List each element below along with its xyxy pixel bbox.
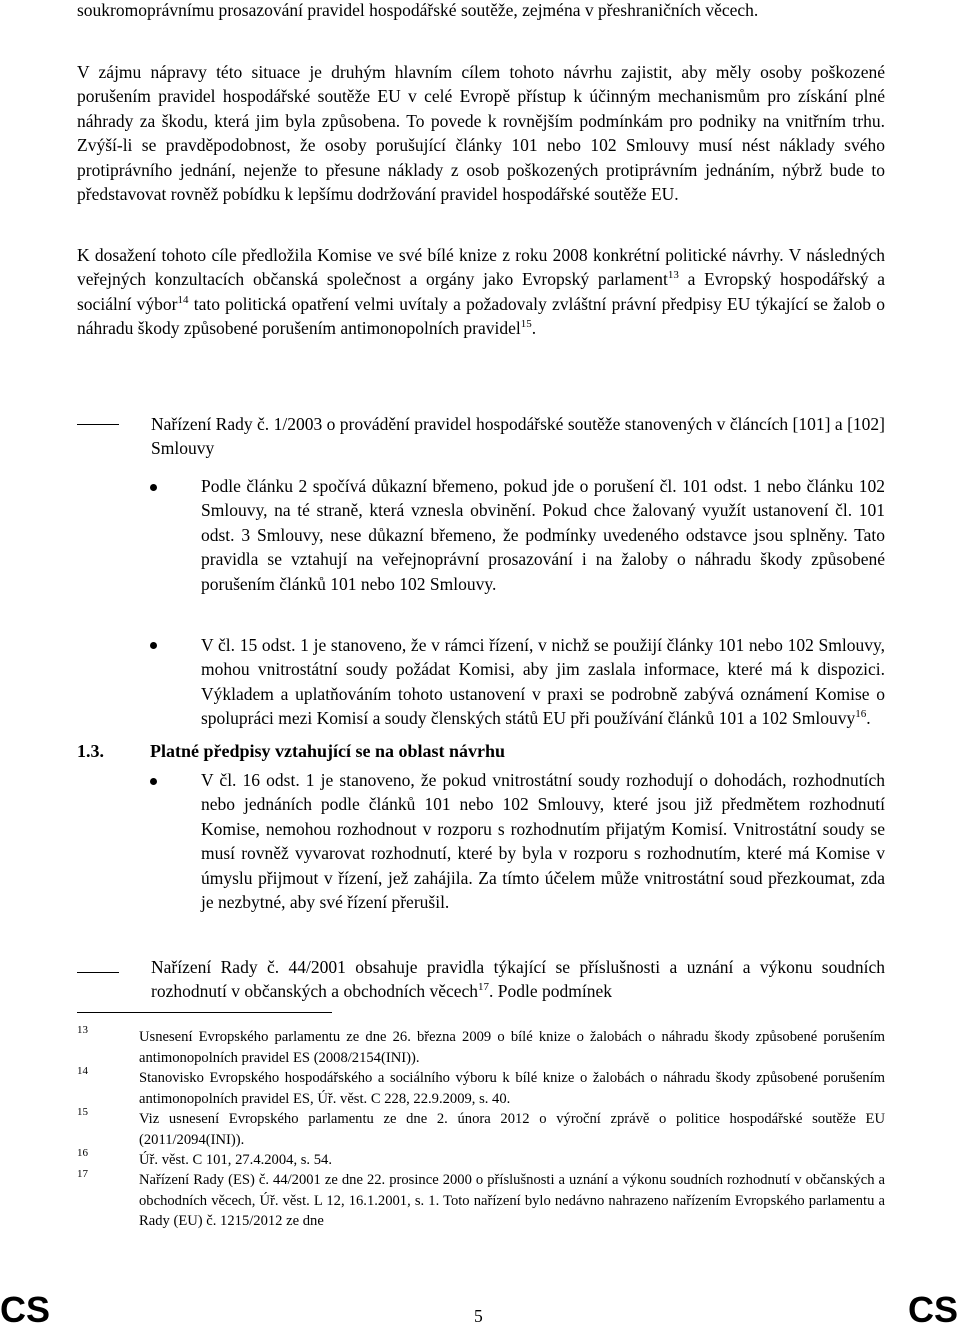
section-number: 1.3.: [77, 741, 104, 761]
bullet-item-article-2: Podle článku 2 spočívá důkazní břemeno, pokud jde o porušení čl. 101 odst. 1 nebo článku 102 Smlouvy, na té straně, která vznesla obvinění. Pokud chce žalovaný využít ustanovení čl. 101 odst. 3 Smlouvy, nese důkazní břemeno, že podmínky uvedeného odstavce jsou splněny. Tato pravidla se vztahují na veřejnoprávní prosazování i na žaloby o náhradu škody způsobené porušením článků 101 nebo 102 Smlouvy.: [201, 476, 885, 594]
bullet-item-article-16: V čl. 16 odst. 1 je stanoveno, že pokud vnitrostátní soudy rozhodují o dohodách, rozhodnutích nebo jednáních podle článků 101 nebo 102 Smlouvy, které jsou již předmětem rozhodnutí Komise, nemohou rozhodnout v rozporu s rozhodnutím přijatým Komisí. Vnitrostátní soudy se musí rovněž vyvarovat rozhodnutí, které by byla v rozporu s rozhodnutím, které má Komise v úmyslu přijmout v řízení, jež zahájila. Za tímto účelem může vnitrostátní soud přezkoumat, zda je nezbytné, aby své řízení přerušil.: [201, 770, 885, 913]
footnote-17: Nařízení Rady (ES) č. 44/2001 ze dne 22. prosince 2000 o příslušnosti a uznání a výkonu soudních rozhodnutí v občanských a obchodních věcech, Úř. věst. L 12, 16.1.2001, s. 1. Toto nařízení bylo nedávno nahrazeno nařízením Evropského parlamentu a Rady (EU) č. 1215/2012 ze dne: [139, 1172, 885, 1229]
footnote-ref-17[interactable]: 17: [478, 981, 490, 994]
footnote-ref-15[interactable]: 15: [520, 318, 532, 331]
footnote-number: 14: [77, 1065, 88, 1077]
footnote-14: Stanovisko Evropského hospodářského a sociálního výboru k bílé knize o žalobách o náhradu škody způsobené porušením antimonopolních pravidel ES, Úř. věst. C 228, 22.9.2009, s. 40.: [139, 1070, 885, 1107]
footnote-number: 16: [77, 1147, 88, 1159]
footer-language-left: CS: [0, 1289, 51, 1330]
page-number: 5: [474, 1306, 483, 1326]
footnote-number: 13: [77, 1024, 88, 1036]
section-title: Platné předpisy vztahující se na oblast návrhu: [150, 741, 506, 761]
footnote-number: 15: [77, 1106, 88, 1118]
dash-marker: [77, 972, 119, 973]
paragraph-continuation: soukromoprávnímu prosazování pravidel hospodářské soutěže, zejména v přeshraničních věcech.: [77, 0, 759, 20]
bullet-marker: [150, 642, 157, 649]
section-heading: [77, 741, 505, 762]
paragraph-objective: V zájmu nápravy této situace je druhým hlavním cílem tohoto návrhu zajistit, aby měly osoby poškozené porušením pravidel hospodářské soutěže EU v celé Evropě přístup k účinným mechanismům pro získání plné náhrady za škodu, která jim byla způsobena. To povede k rovnějším podmínkám pro podniky na vnitřním trhu. Zvýší-li se pravděpodobnost, že osoby porušující články 101 nebo 102 Smlouvy musí nést náklady svého protiprávního jednání, nejenže to přesune náklady z osob poškozených protiprávním jednáním, nýbrž bude to představovat rovněž pobídku k lepšímu dodržování pravidel hospodářské soutěže EU.: [77, 62, 885, 205]
bullet-marker: [150, 778, 157, 785]
paragraph-white-paper: K dosažení tohoto cíle předložila Komise ve své bílé knize z roku 2008 konkrétní politické návrhy. V následných veřejných konzultacích občanská společnost a orgány jako Evropský parlament$^{13}$ a Evropský hospodářský a sociální výbor$^{14}$ tato politická opatření velmi uvítaly a požadovaly zvláštní právní předpisy EU týkající se žalob o náhradu škody způsobené porušením antimonopolních pravidel$^{15}$.: [77, 245, 886, 339]
footnote-number: 17: [77, 1168, 88, 1180]
dash-item-regulation-1-2003: Nařízení Rady č. 1/2003 o provádění pravidel hospodářské soutěže stanovených v článcích [101] a [102] Smlouvy: [151, 414, 885, 459]
footnote-ref-16[interactable]: 16: [855, 708, 867, 721]
footnote-ref-13[interactable]: 13: [667, 269, 679, 282]
footnote-ref-14[interactable]: 14: [177, 293, 189, 306]
footer-language-right: CS: [907, 1289, 958, 1330]
footnote-separator: [77, 1012, 332, 1013]
footnote-16: Úř. věst. C 101, 27.4.2004, s. 54.: [139, 1152, 332, 1168]
dash-marker: [77, 424, 119, 425]
footnote-15: Viz usnesení Evropského parlamentu ze dne 2. února 2012 o výroční zprávě o politice hospodářské soutěže EU (2011/2094(INI)).: [139, 1111, 885, 1148]
footnote-13: Usnesení Evropského parlamentu ze dne 26. března 2009 o bílé knize o žalobách o náhradu škody způsobené porušením antimonopolních pravidel ES (2008/2154(INI)).: [139, 1029, 885, 1066]
dash-item-regulation-44-2001: Nařízení Rady č. 44/2001 obsahuje pravidla týkající se příslušnosti a uznání a výkonu soudních rozhodnutí v občanských a obchodních věcech$^{17}$. Podle podmínek: [151, 957, 885, 1002]
bullet-item-article-15: V čl. 15 odst. 1 je stanoveno, že v rámci řízení, v nichž se použijí články 101 nebo 102 Smlouvy, mohou vnitrostátní soudy požádat Komisi, aby jim zaslala informace, které má k dispozici. Výkladem a uplatňováním tohoto ustanovení v praxi se podrobně zabývá oznámení Komise o spolupráci mezi Komisí a soudy členských států EU při používání článků 101 a 102 Smlouvy$^{16}$.: [201, 635, 885, 729]
bullet-marker: [150, 484, 157, 491]
